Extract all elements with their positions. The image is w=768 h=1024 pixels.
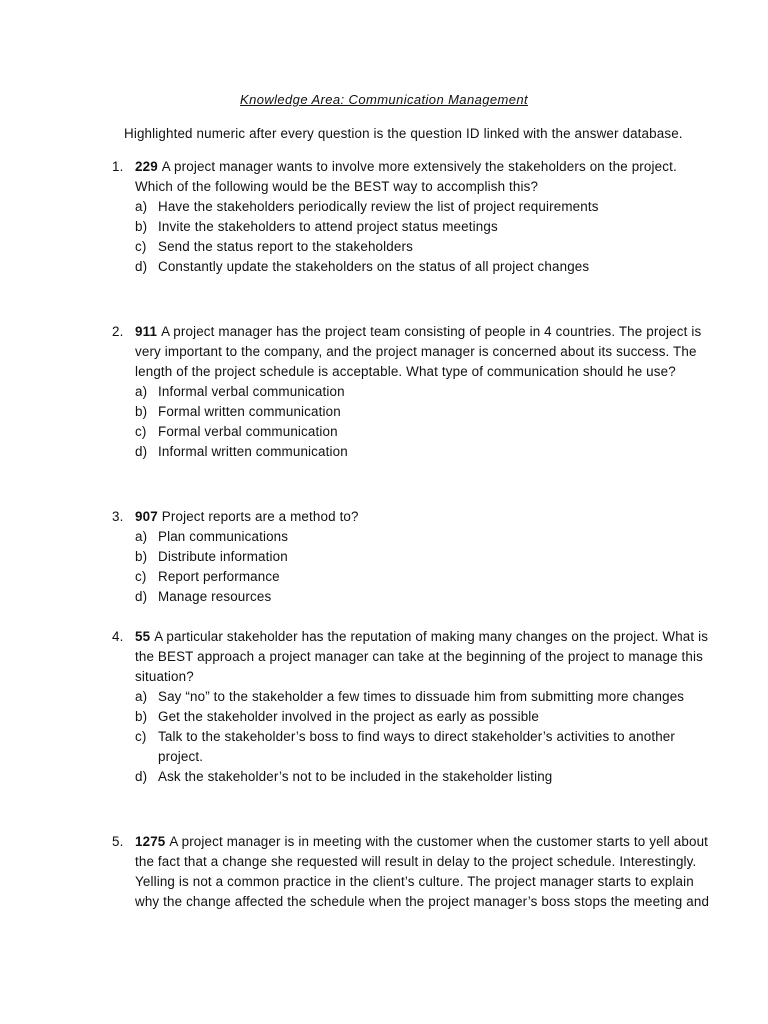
intro-text: Highlighted numeric after every question is the question ID linked with the answer database. [124, 126, 683, 141]
option-label: a) [135, 689, 148, 704]
question-block [0, 157, 768, 277]
option-label: b) [135, 404, 148, 419]
question-line [0, 647, 768, 667]
option-text: Invite the stakeholders to attend project status meetings [158, 219, 498, 234]
question-line [0, 322, 768, 342]
option-text: Have the stakeholders periodically review the list of project requirements [158, 199, 599, 214]
option-label: a) [135, 384, 148, 399]
option-label: c) [135, 424, 147, 439]
question-text [135, 177, 538, 197]
question-line [0, 627, 768, 647]
answer-option [0, 382, 768, 402]
question-id: 911 [135, 324, 158, 339]
option-text: Ask the stakeholder’s not to be included in the stakeholder listing [158, 769, 553, 784]
question-line [0, 507, 768, 527]
option-text: Distribute information [158, 549, 288, 564]
option-text: Informal verbal communication [158, 384, 345, 399]
question-line [0, 832, 768, 852]
answer-option [0, 727, 768, 747]
question-text [135, 362, 676, 382]
option-label: a) [135, 529, 148, 544]
answer-option [0, 442, 768, 462]
answer-option [0, 747, 768, 767]
question-number: 4. [112, 629, 124, 644]
question-text [135, 647, 703, 667]
answer-option [0, 402, 768, 422]
option-text: Report performance [158, 569, 280, 584]
question-line [0, 362, 768, 382]
question-block [0, 832, 768, 912]
question-id: 907 [135, 509, 158, 524]
question-line [0, 852, 768, 872]
answer-option [0, 217, 768, 237]
question-line-text: A particular stakeholder has the reputation of making many changes on the project. What is [154, 629, 709, 644]
question-line [0, 177, 768, 197]
question-text [135, 852, 696, 872]
question-line-text: the fact that a change she requested will result in delay to the project schedule. Interestingly. [135, 854, 697, 869]
answer-option [0, 767, 768, 787]
question-block [0, 507, 768, 607]
question-line-text: Which of the following would be the BEST way to accomplish this? [135, 179, 539, 194]
question-number: 5. [112, 834, 124, 849]
question-line [0, 157, 768, 177]
answer-option [0, 687, 768, 707]
question-line [0, 892, 768, 912]
question-line-text: the BEST approach a project manager can take at the beginning of the project to manage this [135, 649, 703, 664]
question-line-text: A project manager has the project team consisting of people in 4 countries. The project is [161, 324, 702, 339]
question-line [0, 872, 768, 892]
option-label: b) [135, 219, 148, 234]
answer-option [0, 237, 768, 257]
answer-option [0, 547, 768, 567]
question-id: 229 [135, 159, 158, 174]
question-id: 1275 [135, 834, 166, 849]
option-text: Informal written communication [158, 444, 348, 459]
option-label: b) [135, 549, 148, 564]
question-block [0, 627, 768, 787]
option-text: Constantly update the stakeholders on the status of all project changes [158, 259, 590, 274]
answer-option [0, 527, 768, 547]
question-text [135, 507, 359, 527]
answer-option [0, 567, 768, 587]
option-label: c) [135, 729, 147, 744]
option-text: Get the stakeholder involved in the project as early as possible [158, 709, 540, 724]
question-text [135, 342, 697, 362]
question-line-text: situation? [135, 669, 194, 684]
question-text [135, 892, 709, 912]
option-text: project. [158, 749, 204, 764]
question-line-text: very important to the company, and the project manager is concerned about its success. The [135, 344, 697, 359]
question-line [0, 342, 768, 362]
question-line-text: Yelling is not a common practice in the client’s culture. The project manager starts to explain [135, 874, 694, 889]
option-label: d) [135, 259, 148, 274]
question-number: 2. [112, 324, 124, 339]
question-id: 55 [135, 629, 151, 644]
option-label: d) [135, 769, 148, 784]
option-text: Plan communications [158, 529, 289, 544]
option-label: c) [135, 569, 147, 584]
question-line-text: Project reports are a method to? [161, 509, 359, 524]
question-block [0, 322, 768, 462]
option-text: Formal written communication [158, 404, 341, 419]
question-line-text: A project manager wants to involve more extensively the stakeholders on the project. [161, 159, 677, 174]
option-text: Manage resources [158, 589, 272, 604]
answer-option [0, 422, 768, 442]
question-text [135, 627, 708, 647]
answer-option [0, 257, 768, 277]
option-label: b) [135, 709, 148, 724]
answer-option [0, 197, 768, 217]
question-number: 3. [112, 509, 124, 524]
option-text: Talk to the stakeholder’s boss to find ways to direct stakeholder’s activities to another [158, 729, 676, 744]
question-line-text: why the change affected the schedule when the project manager’s boss stops the meeting and [135, 894, 710, 909]
question-line [0, 667, 768, 687]
question-text [135, 872, 694, 892]
option-text: Say “no” to the stakeholder a few times to dissuade him from submitting more changes [158, 689, 685, 704]
option-label: a) [135, 199, 148, 214]
option-label: c) [135, 239, 147, 254]
option-text: Send the status report to the stakeholders [158, 239, 413, 254]
question-text [135, 157, 677, 177]
question-text [135, 322, 701, 342]
option-label: d) [135, 444, 148, 459]
page-title: Knowledge Area: Communication Management [240, 92, 528, 107]
question-text [135, 667, 194, 687]
answer-option [0, 587, 768, 607]
answer-option [0, 707, 768, 727]
question-text [135, 832, 708, 852]
option-label: d) [135, 589, 148, 604]
option-text: Formal verbal communication [158, 424, 338, 439]
question-line-text: A project manager is in meeting with the customer when the customer starts to yell about [169, 834, 709, 849]
question-number: 1. [112, 159, 124, 174]
question-line-text: length of the project schedule is acceptable. What type of communication should he use? [135, 364, 676, 379]
